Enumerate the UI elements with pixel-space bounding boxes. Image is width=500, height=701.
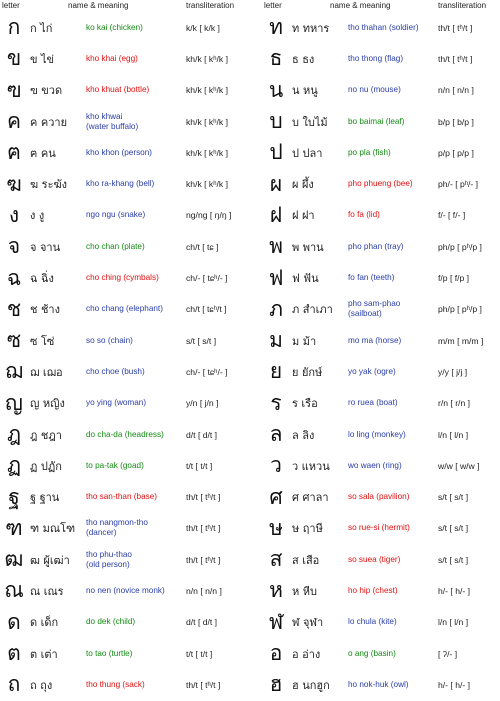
name-meaning-line: bo baimai (leaf) [348,116,405,126]
table-row [0,75,500,106]
table-row [0,294,500,325]
name-meaning-line: po pla (fish) [348,147,391,157]
large-letter: ถ [7,672,21,697]
name-meaning-line: pho sam-phao [348,299,401,309]
consonant-rows [0,12,500,701]
name-meaning [348,168,444,199]
transliteration: m/m [ m/m ] [438,335,484,346]
header-name-meaning-left: name & meaning [68,1,129,10]
transliteration: ph/- [ pʰ/- ] [438,179,479,190]
name-meaning [86,513,182,544]
name-meaning-line: to pa-tak (goad) [86,460,144,470]
name-meaning-line: kho khon (person) [86,147,152,157]
transliteration: th/t [ tʰ/t ] [186,523,221,534]
name-meaning-line: o ang (basin) [348,648,396,658]
thai-word: ท ทหาร [292,21,330,35]
thai-word: ธ ธง [292,52,315,66]
name-meaning-line: (dancer) [86,528,117,538]
thai-word: ช ช้าง [30,303,60,317]
header-transliteration-left: transliteration [186,1,235,10]
transliteration: kh/k [ kʰ/k ] [186,53,228,64]
large-letter: ญ [5,390,23,415]
large-letter: จ [7,234,21,259]
large-letter: ฅ [6,140,22,165]
transliteration: s/t [ s/t ] [438,523,469,534]
thai-word: น หนู [292,84,318,98]
thai-word: ด เด็ก [30,616,59,630]
transliteration: t/t [ t/t ] [186,648,213,659]
table-row [0,450,500,481]
thai-word: ฒ ผู้เฒ่า [30,553,70,567]
name-meaning [86,419,182,450]
name-meaning [348,106,444,137]
name-meaning [348,388,444,419]
transliteration: s/t [ s/t ] [186,335,217,346]
thai-word: ษ ฤาษี [292,522,323,536]
thai-word: ส เสือ [292,553,320,567]
name-meaning [86,325,182,356]
name-meaning-line: tho phu-thao [86,549,132,559]
name-meaning-line: kho ra-khang (bell) [86,179,155,189]
name-meaning-line: no nen (novice monk) [86,585,165,595]
table-row [0,325,500,356]
name-meaning-line: yo yak (ogre) [348,366,396,376]
name-meaning [86,607,182,638]
name-meaning [348,544,444,575]
table-row [0,388,500,419]
transliteration: th/t [ tʰ/t ] [186,554,221,565]
name-meaning-line: mo ma (horse) [348,335,402,345]
name-meaning-line: tho thong (flag) [348,53,404,63]
name-meaning [348,294,444,325]
table-row [0,544,500,575]
transliteration: p/p [ p/p ] [438,147,474,158]
name-meaning-line: do dek (child) [86,617,136,627]
thai-word: ฮ นกฮูก [292,678,330,692]
name-meaning-line: yo ying (woman) [86,398,147,408]
thai-word: ต เต่า [30,647,58,661]
transliteration: n/n [ n/n ] [438,85,474,96]
table-row [0,356,500,387]
name-meaning-line: ro ruea (boat) [348,398,398,408]
transliteration: ch/- [ tɕʰ/- ] [186,366,228,377]
name-meaning [348,262,444,293]
table-row [0,575,500,606]
large-letter: ห [269,578,283,603]
name-meaning-line: tho thung (sack) [86,679,145,689]
large-letter: ฒ [4,547,24,572]
name-meaning-line: ho hip (chest) [348,585,398,595]
thai-word: ข ไข่ [30,52,55,66]
transliteration: k/k [ k/k ] [186,22,220,33]
name-meaning-line: kho khwai [86,111,123,121]
thai-word: ง งู [30,209,45,223]
thai-word: ฌ เฌอ [30,365,63,379]
table-row [0,669,500,700]
name-meaning-line: no nu (mouse) [348,85,401,95]
thai-word: ร เรือ [292,397,318,411]
transliteration: ng/ng [ ŋ/ŋ ] [186,210,232,221]
thai-word: ถ ถุง [30,678,53,692]
large-letter: ธ [269,46,283,71]
thai-word: ห หีบ [292,584,317,598]
large-letter: ย [269,359,283,384]
transliteration: l/n [ l/n ] [438,429,469,440]
thai-word: ฎ ชฎา [30,428,62,442]
name-meaning-line: so sala (pavilion) [348,492,410,502]
name-meaning-line: (old person) [86,559,130,569]
name-meaning [348,419,444,450]
large-letter: ฟ [268,265,284,290]
large-letter: พ [269,234,283,259]
name-meaning [86,450,182,481]
thai-word: ฬ จุฬา [292,616,324,630]
large-letter: ฏ [6,453,22,478]
column-header-row [0,0,500,12]
large-letter: ด [7,609,21,634]
large-letter: ฌ [5,359,23,384]
thai-word: ฃ ขวด [30,84,63,98]
large-letter: น [268,77,284,102]
large-letter: ฆ [6,171,22,196]
transliteration: f/p [ f/p ] [438,273,470,284]
name-meaning-line: (water buffalo) [86,121,139,131]
large-letter: ฐ [8,484,20,509]
large-letter: ฉ [6,265,22,290]
large-letter: ฝ [269,202,283,227]
name-meaning [86,137,182,168]
thai-word: ญ หญิง [30,397,65,411]
large-letter: ส [269,547,283,572]
name-meaning-line: lo chula (kite) [348,617,397,627]
name-meaning [86,262,182,293]
name-meaning-line: wo waen (ring) [348,460,402,470]
name-meaning-line: so suea (tiger) [348,554,401,564]
large-letter: ร [270,390,282,415]
table-row [0,106,500,137]
thai-word: ฏ ปฏัก [30,459,62,473]
thai-word: ฉ ฉิ่ง [30,272,54,286]
transliteration: t/t [ t/t ] [186,460,213,471]
name-meaning [86,575,182,606]
table-row [0,137,500,168]
table-row [0,43,500,74]
name-meaning [86,200,182,231]
large-letter: ฬ [268,609,284,634]
name-meaning-line: fo fan (teeth) [348,273,395,283]
thai-word: ค ควาย [30,115,68,129]
large-letter: ณ [4,578,24,603]
large-letter: ค [6,109,22,134]
transliteration: th/t [ tʰ/t ] [186,492,221,503]
transliteration: l/n [ l/n ] [438,617,469,628]
name-meaning [348,513,444,544]
name-meaning [348,481,444,512]
transliteration: y/y [ j/j ] [438,366,468,377]
name-meaning [348,200,444,231]
transliteration: h/- [ h/- ] [438,585,470,596]
thai-word: ณ เณร [30,584,64,598]
transliteration: n/n [ n/n ] [186,585,222,596]
transliteration: h/- [ h/- ] [438,679,470,690]
large-letter: ม [269,328,283,353]
transliteration: b/p [ b/p ] [438,116,474,127]
name-meaning-line: ngo ngu (snake) [86,210,146,220]
name-meaning-line: kho khuat (bottle) [86,85,150,95]
name-meaning-line: lo ling (monkey) [348,429,406,439]
large-letter: ว [270,453,282,478]
large-letter: ท [269,15,283,40]
name-meaning-line: ko kai (chicken) [86,22,143,32]
table-row [0,168,500,199]
transliteration: d/t [ d/t ] [186,429,218,440]
thai-word: ล ลิง [292,428,315,442]
transliteration: r/n [ r/n ] [438,398,470,409]
transliteration: f/- [ f/- ] [438,210,466,221]
table-row [0,231,500,262]
name-meaning [86,168,182,199]
large-letter: ฃ [6,77,22,102]
thai-word: ฐ ฐาน [30,491,60,505]
transliteration: w/w [ w/w ] [438,460,480,471]
name-meaning-line: to tao (turtle) [86,648,133,658]
transliteration: th/t [ tʰ/t ] [186,679,221,690]
name-meaning [86,669,182,700]
transliteration: [ ʔ/- ] [438,648,458,659]
name-meaning-line: tho san-than (base) [86,492,158,502]
transliteration: s/t [ s/t ] [438,554,469,565]
large-letter: ฎ [6,422,22,446]
transliteration: th/t [ tʰ/t ] [438,53,473,64]
name-meaning-line: tho nangmon-tho [86,518,148,528]
name-meaning [348,12,444,43]
thai-word: จ จาน [30,240,61,254]
name-meaning [86,75,182,106]
thai-word: ม ม้า [292,334,317,348]
name-meaning [348,43,444,74]
large-letter: ก [7,15,21,40]
name-meaning-line: so so (chain) [86,335,133,345]
header-letter-left: letter [2,1,20,10]
transliteration: ch/t [ tɕʰ/t ] [186,304,227,315]
thai-word: พ พาน [292,240,324,254]
name-meaning [86,356,182,387]
large-letter: ช [6,296,22,321]
name-meaning [348,356,444,387]
large-letter: ต [7,641,21,666]
thai-word: ภ สำเภา [292,303,333,317]
thai-word: ซ โซ่ [30,334,55,348]
name-meaning-line: cho chan (plate) [86,241,145,251]
large-letter: ข [6,46,22,71]
transliteration: kh/k [ kʰ/k ] [186,179,228,190]
table-row [0,12,500,43]
table-row [0,262,500,293]
name-meaning [348,450,444,481]
thai-word: ป ปลา [292,146,323,160]
table-row [0,513,500,544]
name-meaning-line: so rue-si (hermit) [348,523,410,533]
thai-word: ย ยักษ์ [292,365,323,379]
thai-word: ว แหวน [292,459,330,473]
name-meaning-line: cho ching (cymbals) [86,273,159,283]
transliteration: kh/k [ kʰ/k ] [186,116,228,127]
name-meaning [86,544,182,575]
large-letter: อ [269,641,283,666]
transliteration: th/t [ tʰ/t ] [438,22,473,33]
name-meaning-line: pho phueng (bee) [348,179,413,189]
name-meaning-line: pho phan (tray) [348,241,404,251]
transliteration: ch/- [ tɕʰ/- ] [186,273,228,284]
header-name-meaning-right: name & meaning [330,1,391,10]
name-meaning [348,607,444,638]
thai-word: ศ ศาลา [292,491,329,505]
large-letter: ล [269,422,283,446]
name-meaning-line: fo fa (lid) [348,210,380,220]
name-meaning-line: tho thahan (soldier) [348,22,419,32]
transliteration: kh/k [ kʰ/k ] [186,147,228,158]
name-meaning [348,575,444,606]
name-meaning [348,137,444,168]
table-row [0,481,500,512]
thai-word: ฝ ฝา [292,209,315,223]
name-meaning [86,231,182,262]
name-meaning [348,75,444,106]
name-meaning-line: cho chang (elephant) [86,304,163,314]
transliteration: ph/p [ pʰ/p ] [438,304,482,315]
thai-word: ผ ผึ้ง [292,178,314,192]
thai-word: ฆ ระฆัง [30,178,68,192]
name-meaning-line: ho nok-huk (owl) [348,679,409,689]
large-letter: ภ [269,296,283,321]
table-row [0,200,500,231]
large-letter: ป [269,140,283,165]
large-letter: ษ [269,515,283,540]
header-transliteration-right: transliteration [438,1,487,10]
name-meaning [86,638,182,669]
thai-word: ฑ มณโฑ [30,522,76,536]
large-letter: ฑ [5,515,23,540]
name-meaning-line: do cha-da (headress) [86,429,164,439]
large-letter: ศ [269,484,283,509]
transliteration: ph/p [ pʰ/p ] [438,241,482,252]
name-meaning [86,106,182,137]
name-meaning-line: (sailboat) [348,309,382,319]
thai-word: ฟ ฟัน [292,272,319,286]
large-letter: ง [8,202,20,227]
transliteration: s/t [ s/t ] [438,492,469,503]
table-row [0,638,500,669]
name-meaning [348,325,444,356]
thai-word: บ ใบไม้ [292,115,328,129]
name-meaning-line: cho choe (bush) [86,366,145,376]
name-meaning [86,43,182,74]
name-meaning [348,231,444,262]
transliteration: ch/t [ tɕ ] [186,241,219,252]
table-row [0,419,500,450]
name-meaning [86,294,182,325]
large-letter: บ [269,109,283,134]
name-meaning [348,638,444,669]
transliteration: y/n [ j/n ] [186,398,219,409]
name-meaning [86,388,182,419]
large-letter: ฮ [269,672,283,697]
header-letter-right: letter [264,1,282,10]
large-letter: ซ [6,328,22,353]
thai-word: ก ไก่ [30,21,53,35]
name-meaning [348,669,444,700]
name-meaning [86,12,182,43]
thai-word: ฅ คน [30,146,56,160]
name-meaning [86,481,182,512]
transliteration: d/t [ d/t ] [186,617,218,628]
large-letter: ผ [269,171,283,196]
thai-word: อ อ่าง [292,647,321,661]
transliteration: kh/k [ kʰ/k ] [186,85,228,96]
table-row [0,607,500,638]
name-meaning-line: kho khai (egg) [86,53,138,63]
